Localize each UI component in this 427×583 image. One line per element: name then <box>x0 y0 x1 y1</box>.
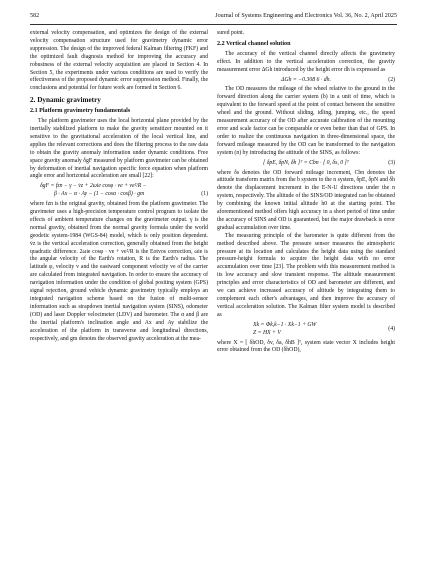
equation-2-number: (2) <box>388 76 395 83</box>
equation-4-number: (4) <box>388 325 395 332</box>
equation-1-line-1: δgF = fzn − γ − v̇z + 2ωie cosφ · ve + ve²/R − <box>40 183 147 190</box>
page-number: 582 <box>30 13 40 19</box>
where-paragraph: where fzn is the original gravity, obtained from the platform gravimeter. The gravimeter uses a high-precision temperature control program to isolate the effects of ambient temperature changes on the gravimeter output. γ is the normal gravity, obtained from the normal gravity formula under the world geodetic system-1984 (WGS-84) model, which is only position dependent. v̇z is the vertical acceleration correction, generally obtained from the height quadratic difference. 2ωie cosφ · ve + ve²/R is the Eotvos correction, ωie is the angular velocity of the Earth's rotation, R is the Earth's radius. The latitude φ, velocity v and the eastward component velocity ve of the carrier are calculated from integrated navigation. In order to ensure the accuracy of navigation information under the condition of global positing system (GPS) signal rejection, ground vehicle dynamic gravimetry typically employs an integrated navigation scheme based on the fusion of multi-sensor information such as strapdown inertial navigation system (SINS), odometer (OD) and laser Doppler velocimeter (LDV) and barometer. The α and β are the inertial platform's inclination angle and Ax and Ay stabilize the acceleration of the platform in transverse and longitudinal directions, respectively, and gm denotes the observed gravity acceleration at the mea- <box>30 201 208 342</box>
journal-citation: Journal of Systems Engineering and Electronics Vol. 36, No. 2, April 2025 <box>215 13 397 19</box>
equation-4-line-2: Z = HX + V <box>253 329 281 336</box>
intro-paragraph: external velocity compensation, and optimizes the design of the external velocity compensation structure used for gravimetry dynamic error suppression. The design of the improved federal Kalman filtering (FKF) and the optimized fault diagnosis method for improving the accuracy and robustness of the external velocity acquisition are placed in Section 4. In Section 5, the experiments under various conditions are used to verify the effectiveness of the proposed dynamic error suppression method. Finally, the conclusions and potential for future work are formed in Section 6. <box>30 30 208 92</box>
equation-4 <box>217 322 395 338</box>
subsection-title-2: 2.2 Vertical channel solution <box>217 40 291 47</box>
equation-3-body: [ δpE, δpN, δh ]ᵀ = Cbn · [ 0, δs, 0 ]ᵀ <box>263 159 349 166</box>
platform-paragraph: The platform gravimeter uses the local horizontal plane provided by the inertially stabilized platform to make the gravity sensitizer mounted on it sensitive to the gravitational acceleration of the local vertical line, and applies the relevant corrections and does the filtering process to the raw data to obtain the gravity anomaly information under dynamic conditions. Free space gravity anomaly δgF measured by platform gravimeter can be obtained by deformation of inertial navigation specific force equation when platform angle error and horizontal acceleration are small [22]: <box>30 118 208 180</box>
equation-2 <box>217 77 395 85</box>
equation-1 <box>30 183 208 199</box>
equation-4-line-1: Xk = Φk,k−1 · Xk−1 + GW <box>253 321 317 328</box>
equation-1-line-2: β · Ax − α · Ay − (1 − cosα · cosβ) · gm <box>54 191 145 198</box>
vertical-paragraph: The accuracy of the vertical channel directly affects the gravimetry effect. In addition to the vertical acceleration correction, the gravity measurement error ΔGh introduced by the height error dh is expressed as <box>217 50 395 73</box>
continued-text: sured point. <box>217 30 245 36</box>
equation-3-number: (3) <box>388 159 395 166</box>
where-paragraph-2: where δs denotes the OD forward mileage increment, Cbn denotes the attitude transform matrix from the b system to the n system, δpE, δpN and δh denote the displacement increment in the E-N-U directions under the n system, respectively. The altitude of the SINS/OD integrated can be obtained by combining the known initial altitude h0 at the starting point. The aforementioned method offers high accuracy in a short period of time under the accuracy of SINS and OD is guaranteed, but the major drawback is error gradual accumulation over time. <box>217 169 395 231</box>
left-column <box>30 30 208 343</box>
subsection-title: 2.1 Platform gravimetry fundamentals <box>30 108 131 115</box>
equation-2-body: ΔGh = −0.308 6 · dh. <box>281 76 331 83</box>
od-paragraph: The OD measures the mileage of the wheel relative to the ground in the forward direction along the carrier system (b) in a unit of time, which is equivalent to the forward speed at the point of contact between the sensitive wheel and the ground. Without sliding, idling, jumping, etc., the speed measurement accuracy of the OD after accurate calibration of the mounting error and scale factor can be comparable or even better than that of GPS. In order to realize the continuous navigation in three-dimensional space, the forward mileage measured by the OD can be transformed to the navigation system (n) by introducing the attitude of the SINS, as follows: <box>217 86 395 156</box>
barometer-paragraph: The measuring principle of the barometer is quite different from the method described above. The pressure sensor measures the atmospheric pressure at its location and calculates the height data using the standard pressure-height formula to acquire the height data with no error accumulation over time [23]. The problem with this measurement method is its low accuracy and slow transient response. The altitude measurement principles and error characteristics of OD and barometer are different, and we can achieve increased accuracy of altitude by integrating them to complement each other's advantages, and then improve the accuracy of vertical acceleration solution. The Kalman filter system model is described as <box>217 232 395 318</box>
right-column <box>217 30 395 355</box>
equation-3 <box>217 160 395 168</box>
equation-1-number: (1) <box>201 191 208 198</box>
section-title: 2. Dynamic gravimetry <box>30 96 101 105</box>
where-paragraph-3: where X = [ δhOD, δv, δa, δhB ]ᵀ, system state vector X includes height error obtained from the OD (δhOD), <box>217 339 395 354</box>
running-header <box>30 12 397 25</box>
